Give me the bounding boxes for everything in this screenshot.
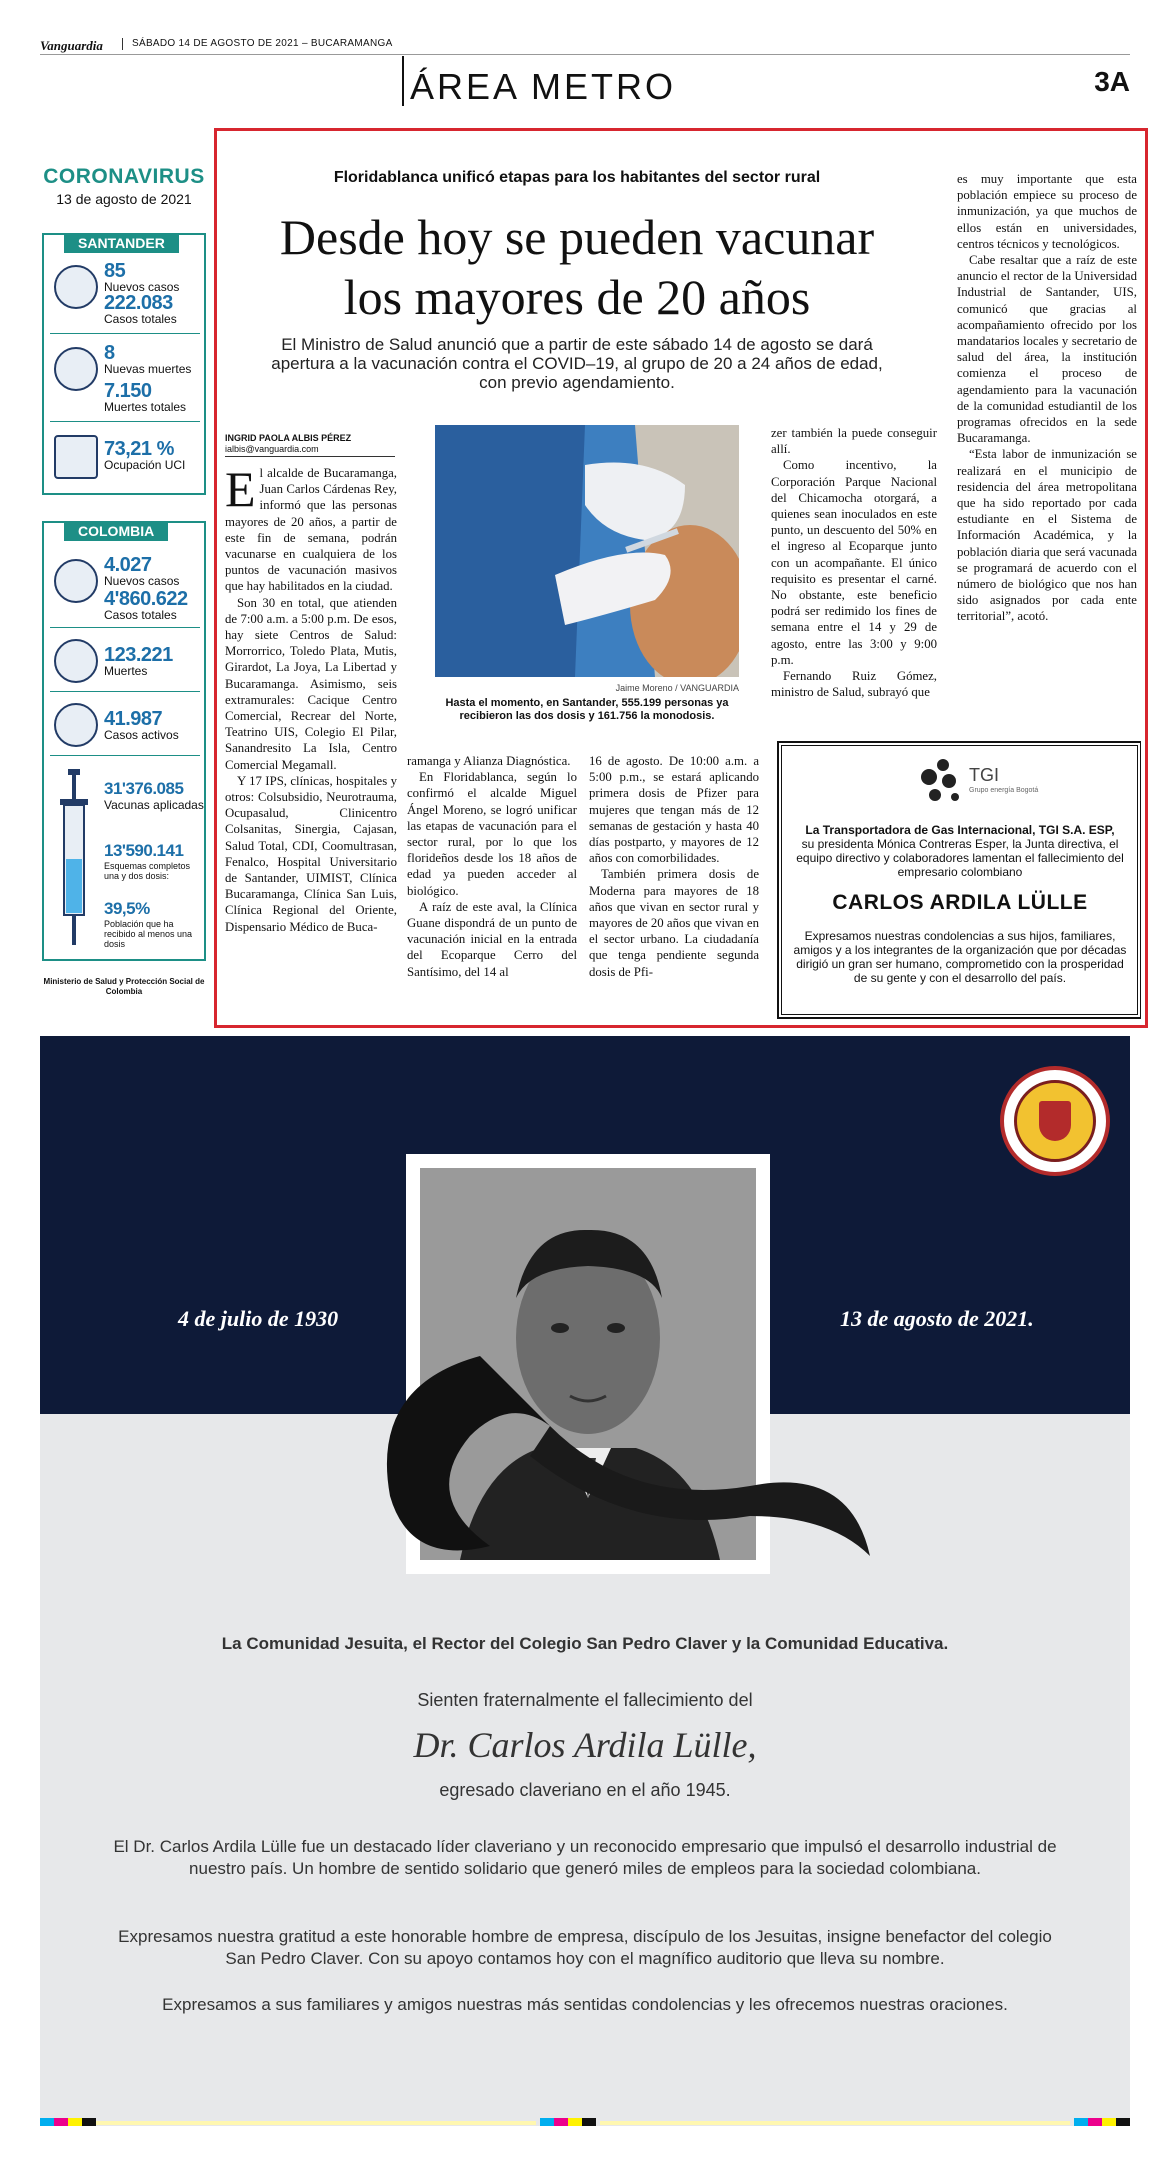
santander-total-cases: 222.083 Casos totales [104,292,177,326]
colombia-complete: 13'590.141 Esquemas completos una y dos dosis: [104,841,191,881]
divider [50,691,200,692]
vaccination-photo [435,425,739,677]
article-email: ialbis@vanguardia.com [225,444,319,454]
article-kicker: Floridablanca unificó etapas para los habitantes del sector rural [333,169,821,186]
divider [50,755,200,756]
obituary-intro: Sienten fraternalmente el fallecimiento del [417,1690,753,1710]
santander-tag: SANTANDER [64,233,179,253]
sidebar-source: Ministerio de Salud y Protección Social de Colombia [43,977,205,996]
tgi-message: su presidenta Mónica Contreras Esper, la Junta directiva, el equipo directivo y colaboradores lamentan el fallecimiento del empresario colombiano [796,837,1124,879]
tgi-condolence-ad [777,741,1141,1019]
article-column-5: es muy importante que esta población empiece su proceso de inmunización, ya que muchos de ellos están en universidades, centros técnicos y tecnológicos. Cabe resaltar que a raíz de este anuncio el rector de la Universidad Industrial de Santander, UIS, comunicó que gracias al acompañamiento ofrecido por los mandatarios locales y secretario de salud del área, la institución comienza el proceso de agendamiento para la vacunación de la comunidad estudiantil de los programas ofrecidos en la sede Bucaramanga. “Esta labor de inmunización se realizará en el municipio de residencia del área metropolitana que ha sido reportado por cada estudiante en el Sistema de Información Académica, y la población diaria que será vacunada se programará de acuerdo con el número de biológico que nos han sido asignados por cada ente territorial”, acotó. [957,172,1137,624]
article-column-4: zer también la puede conseguir allí. Como incentivo, la Corporación Parque Nacional del Chicamocha otorgará, a quienes sean inoculados en este punto, un descuento del 50% en el ingreso al Ecoparque junto con un acompañante. El único requisito es presentar el carné. No obstante, este beneficio podrá ser redimido los fines de semana entre el 14 y 29 de agosto, entre las 3:00 y 9:00 p.m. Fernando Ruiz Gómez, ministro de Salud, subrayó que [771,426,937,700]
santander-new-cases: 85 Nuevos casos [104,260,180,294]
santander-total-deaths: 7.150 Muertes totales [104,380,187,414]
birth-date: 4 de julio de 1930 [178,1306,339,1331]
sidebar-title: CORONAVIRUS [43,165,205,188]
page-number: 3A [1094,66,1130,97]
article-column-3: 16 de agosto. De 10:00 a.m. a 5:00 p.m., se estará aplicando primera dosis de Pfizer para mujeres que tengan más de 12 semanas de gestación y hasta 40 días postparto, y mayores de 12 años con comorbilidades. También primera dosis de Moderna para mayores de 18 años que vivan en sector rural y mayores de 20 años que vivan en el sector urbano. La ciudadanía que tenga pendiente segunda dosis de Pfi- [589,754,759,979]
seal-inner [1014,1080,1096,1162]
tgi-company: La Transportadora de Gas Internacional, TGI S.A. ESP, [805,823,1115,837]
section-bar [402,56,404,106]
santander-icu: 73,21 % Ocupación UCI [104,438,186,472]
photo-credit: Jaime Moreno / VANGUARDIA [615,683,739,693]
newspaper-logo: Vanguardia [40,38,103,53]
issue-date: SÁBADO 14 DE AGOSTO DE 2021 – BUCARAMANGA [132,38,393,49]
article-headline: Desde hoy se pueden vacunar los mayores de 20 años [279,209,875,325]
obituary-from: La Comunidad Jesuita, el Rector del Colegio San Pedro Claver y la Comunidad Educativa. [221,1634,949,1653]
obituary-paragraph-1: El Dr. Carlos Ardila Lülle fue un destacado líder claveriano y un reconocido empresario que impulsó el desarrollo industrial de nuestro país. Un hombre de sentido solidario que generó miles de empleos para la sociedad colombiana. [113,1837,1057,1878]
school-seal [1000,1066,1110,1176]
monitor-icon [54,435,98,479]
colombia-one-dose: 39,5% Población que ha recibido al menos una dosis [104,899,193,949]
drop-cap: E [225,461,256,517]
feet-icon [54,639,98,683]
page-header [40,30,1130,120]
colombia-vaccines: 31'376.085 Vacunas aplicadas [104,779,204,812]
colombia-box [42,521,206,961]
article-author: INGRID PAOLA ALBIS PÉREZ [225,433,352,443]
death-date: 13 de agosto de 2021. [840,1306,1034,1331]
obituary-paragraph-3: Expresamos a sus familiares y amigos nuestras más sentidas condolencias y les ofrecemos nuestras oraciones. [162,1995,1008,2014]
colombia-deaths: 123.221 Muertes [104,644,173,678]
obituary-paragraph-2: Expresamos nuestra gratitud a este honorable hombre de empresa, discípulo de los Jesuitas, insigne benefactor del colegio San Pedro Claver. Con su apoyo contamos hoy con el magnífico auditorio que lleva su nombre. [118,1927,1052,1968]
divider [50,333,200,334]
person-icon [54,559,98,603]
header-rule [40,54,1130,55]
divider [50,421,200,422]
photo-illustration [435,425,739,677]
seal-shield-icon [1039,1101,1071,1141]
obituary-alumni: egresado claveriano en el año 1945. [439,1780,731,1800]
article-column-1: El alcalde de Bucaramanga, Juan Carlos Cárdenas Rey, informó que las personas mayores de 20 años, a partir de este fin de semana, podrán vacunarse en cualquiera de los puntos de vacunación masivos que hay habilitados en la ciudad. Son 30 en total, que atienden de 7:00 a.m. a 5:00 p.m. De esos, hay siete Centros de Salud: Morrorrico, Toledo Plata, Mutis, Girardot, La Joya, La Libertad y Bucaramanga. Asimismo, seis extramurales: Cacique Centro Comercial, Recrear del Norte, Teatrino UIS, Colegio El Pilar, Sanandresito La Isla, Centro Comercial Megamall. Y 17 IPS, clínicas, hospitales y otros: Colsubsidio, Neurotrauma, Ocupasalud, Clinicentro Colsanitas, Sinergia, Cajasan, Salud Total, CDI, Coomultrasan, Fenalco, Hospital Universitario de Santander, UIMIST, Clínica Bucaramanga, Clínica San Luis, Clínica Regional del Oriente, Dispensario Médico de Buca- [225,461,397,934]
tgi-logo: TGI Grupo energía Bogotá [919,757,1039,807]
covid-sidebar [40,165,208,995]
colombia-tag: COLOMBIA [64,521,168,541]
obituary-ad [40,1036,1130,2126]
print-color-bar [40,2118,1130,2126]
article-frame [214,128,1148,1028]
tgi-deceased-name: CARLOS ARDILA LÜLLE [832,891,1088,914]
colombia-total-cases: 4'860.622 Casos totales [104,588,188,622]
feet-icon [54,347,98,391]
byline-rule [225,456,395,457]
colombia-new-cases: 4.027 Nuevos casos [104,554,180,588]
article-column-2: ramanga y Alianza Diagnóstica. En Floridablanca, según lo confirmó el alcalde Miguel Ángel Moreno, se logró unificar las etapas de vacunación para el sector rural, por lo que los florideños desde los 18 años de edad ya pueden acceder al biológico. A raíz de este aval, la Clínica Guane dispondrá de un punto de vacunación inicial en la entrada del Ecoparque Cerro del Santísimo, del 14 al [407,754,577,979]
section-title: ÁREA METRO [410,66,677,107]
santander-box [42,233,206,495]
obituary-name: Dr. Carlos Ardila Lülle, [413,1725,757,1765]
santander-new-deaths: 8 Nuevas muertes [104,342,192,376]
mourning-ribbon-icon [330,1346,890,1576]
tgi-condolences: Expresamos nuestras condolencias a sus hijos, familiares, amigos y a los integrantes de la organización que por décadas dirigió un gran ser humano, comprometido con la prosperidad de su gente y con el desarrollo del país. [793,929,1127,985]
article-lede: El Ministro de Salud anunció que a partir de este sábado 14 de agosto se dará apertura a la vacunación contra el COVID–19, al grupo de 20 a 24 años de edad, con previo agendamiento. [271,335,883,392]
thermometer-icon [54,703,98,747]
divider [50,627,200,628]
photo-caption: Hasta el momento, en Santander, 555.199 personas ya recibieron las dos dosis y 161.756 la monodosis. [445,697,729,722]
sidebar-date: 13 de agosto de 2021 [56,191,192,207]
header-separator [122,38,123,50]
syringe-icon [52,769,96,949]
colombia-active: 41.987 Casos activos [104,708,179,742]
person-icon [54,265,98,309]
tgi-dots-icon [919,757,963,803]
